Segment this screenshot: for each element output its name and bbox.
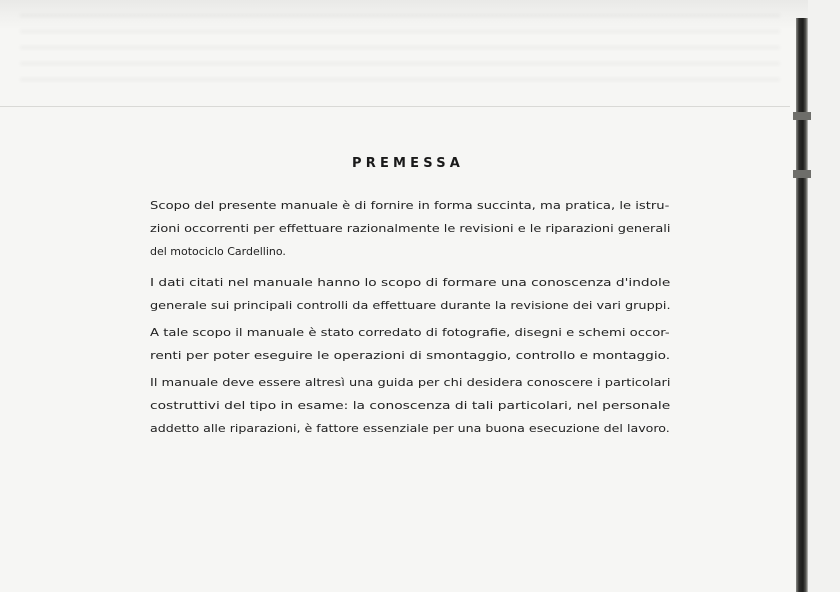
page-title: PREMESSA xyxy=(352,156,465,171)
text-line-7: renti per poter eseguire le operazioni di smontaggio, controllo e montaggio. xyxy=(150,349,671,362)
bleed-through-texture xyxy=(20,14,780,84)
text-line-10: addetto alle riparazioni, è fattore essenziale per una buona esecuzione del lavoro. xyxy=(150,422,670,435)
binding-notch xyxy=(793,170,811,178)
text-line-1: Scopo del presente manuale è di fornire in forma succinta, ma pratica, le istru- xyxy=(150,199,670,212)
binding-notch xyxy=(793,112,811,120)
right-margin xyxy=(808,0,840,592)
binding-edge xyxy=(796,18,808,592)
text-line-2: zioni occorrenti per effettuare razionalmente le revisioni e le riparazioni generali xyxy=(150,222,671,235)
text-line-9: costruttivi del tipo in esame: la conoscenza di tali particolari, nel personale xyxy=(150,399,671,412)
text-line-6: A tale scopo il manuale è stato corredato di fotografie, disegni e schemi occor- xyxy=(150,326,670,339)
text-line-5: generale sui principali controlli da effettuare durante la revisione dei vari gruppi. xyxy=(150,299,671,312)
text-line-3: del motociclo Cardellino. xyxy=(150,245,286,258)
text-line-8: Il manuale deve essere altresì una guida per chi desidera conoscere i particolari xyxy=(150,376,671,389)
text-line-4: I dati citati nel manuale hanno lo scopo di formare una conoscenza d'indole xyxy=(150,276,671,289)
page-fold-line xyxy=(0,106,790,107)
